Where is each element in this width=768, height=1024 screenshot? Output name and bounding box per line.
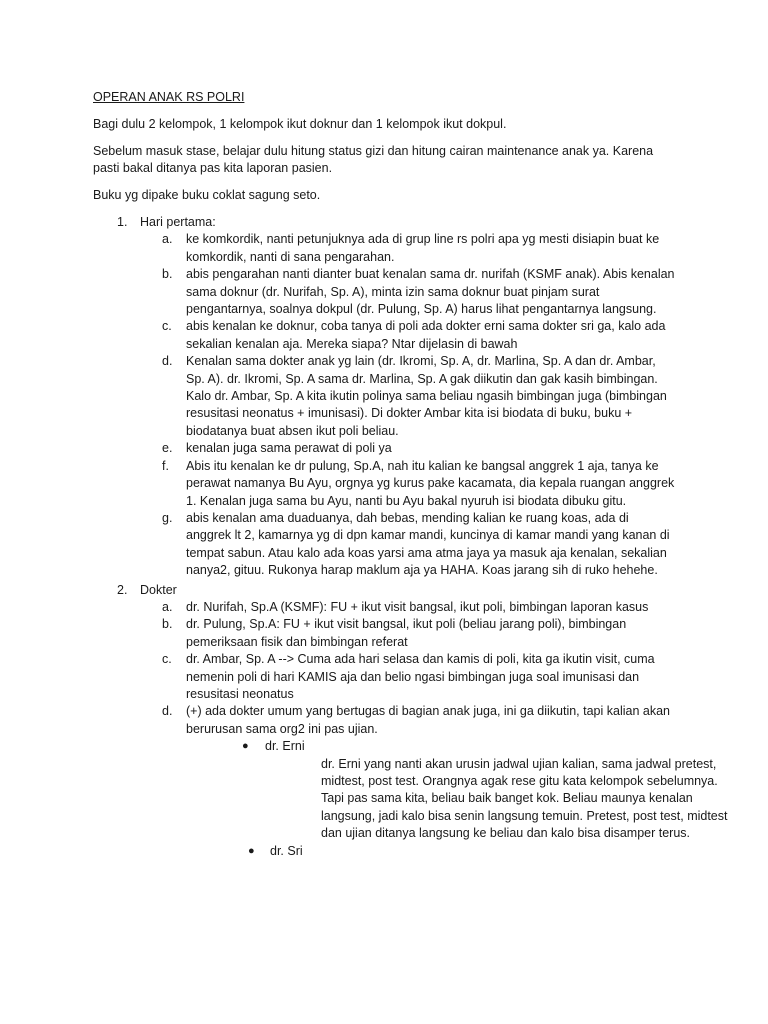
list-item: [140, 353, 676, 440]
bullet-item-dr-erni: [186, 738, 728, 842]
section-number: 1.: [117, 215, 128, 229]
item-text: Abis itu kenalan ke dr pulung, Sp.A, nah itu kalian ke bangsal anggrek 1 aja, tanya ke perawat namanya Bu Ayu, orgnya yg kurus pake kacamata, dia kepala ruangan anggrek 1. Kenalan juga sama bu Ayu, nanti bu Ayu bakal nyuruh isi biodata dibuku gitu.: [186, 458, 675, 508]
item-letter: c.: [162, 652, 172, 667]
list-item: [140, 318, 676, 353]
bullet-icon: ●: [242, 740, 249, 753]
list-item: [140, 651, 676, 703]
intro-paragraph-2: Sebelum masuk stase, belajar dulu hitung status gizi dan hitung cairan maintenance anak ya. Karena pasti bakal ditanya pas kita laporan pasien.: [93, 144, 654, 176]
bullet-icon: ●: [248, 844, 255, 857]
list-item: [140, 703, 728, 860]
item-letter: d.: [162, 704, 173, 719]
item-text: dr. Ambar, Sp. A --> Cuma ada hari selasa dan kamis di poli, kita ga ikutin visit, cuma nemenin poli di hari KAMIS aja dan belio ngasi bimbingan juga soal imunisasi dan resusitasi neonatus: [186, 652, 655, 701]
item-letter: c.: [162, 319, 172, 334]
list-item: [140, 616, 676, 651]
section-list: [0, 214, 768, 860]
list-item: [140, 231, 676, 266]
item-letter: e.: [162, 441, 173, 456]
item-letter: d.: [162, 354, 173, 369]
bullet-description: dr. Erni yang nanti akan urusin jadwal ujian kalian, sama jadwal pretest, midtest, post test. Orangnya agak rese gitu kata kelompok sebelumnya. Tapi pas sama kita, beliau baik banget kok. Beliau maunya kenalan langsung, jadi kalo bisa senin langsung temuin. Pretest, post test, midtest dan ujian ditanya langsung ke beliau dan kalo bisa disamper terus.: [321, 756, 728, 841]
item-text: Kenalan sama dokter anak yg lain (dr. Ikromi, Sp. A, dr. Marlina, Sp. A dan dr. Ambar, Sp. A). dr. Ikromi, Sp. A sama dr. Marlina, Sp. A gak diikutin dan gak kasih bimbingan. Kalo dr. Ambar, Sp. A kita ikutin polinya sama beliau ngasih bimbingan juga (bimbingan resusitasi neonatus + imunisasi). Di dokter Ambar kita isi biodata di buku, buku + biodatanya buat absen ikut poli beliau.: [186, 354, 667, 438]
section-title: Hari pertama:: [140, 215, 216, 229]
item-letter: a.: [162, 599, 173, 614]
item-letter: g.: [162, 510, 173, 525]
intro-paragraph-3: Buku yg dipake buku coklat sagung seto.: [93, 188, 321, 202]
list-item: [140, 510, 676, 580]
bullet-name: dr. Erni: [265, 739, 305, 754]
section-dokter: [0, 582, 768, 861]
section-number: 2.: [117, 582, 128, 597]
item-letter: a.: [162, 232, 173, 247]
bullet-list: [186, 738, 728, 860]
item-letter: f.: [162, 458, 169, 473]
item-letter: b.: [162, 267, 173, 282]
section-title: Dokter: [140, 582, 177, 597]
item-list: [140, 231, 768, 579]
item-text: dr. Nurifah, Sp.A (KSMF): FU + ikut visit bangsal, ikut poli, bimbingan laporan kasus: [186, 599, 649, 614]
item-text: dr. Pulung, Sp.A: FU + ikut visit bangsal, ikut poli (beliau jarang poli), bimbingan pemeriksaan fisik dan bimbingan referat: [186, 617, 627, 649]
item-letter: b.: [162, 617, 173, 632]
item-text: abis kenalan ke doknur, coba tanya di poli ada dokter erni sama dokter sri ga, kalo ada sekalian kenalan aja. Mereka siapa? Ntar dijelasin di bawah: [186, 319, 666, 351]
section-hari-pertama: [0, 214, 768, 580]
list-item: [140, 599, 676, 616]
list-item: [140, 458, 676, 510]
list-item: [140, 266, 676, 318]
item-text: abis kenalan ama duaduanya, dah bebas, mending kalian ke ruang koas, ada di anggrek lt 2, kamarnya yg di dpn kamar mandi, kuncinya di kamar mandi yang kanan di tempat sabun. Atau kalo ada koas yarsi ama atma jaya ya masuk aja kenalan, sekalian nanya2, gituu. Rukonya harap maklum aja ya HAHA. Koas jarang sih di ruko hehehe.: [186, 510, 670, 578]
item-text: abis pengarahan nanti dianter buat kenalan sama dr. nurifah (KSMF anak). Abis kenalan sama doknur (dr. Nurifah, Sp. A), minta izin sama doknur buat pinjam surat pengantarnya, soalnya dokpul (dr. Pulung, Sp. A) harus lihat pengantarnya langsung.: [186, 267, 675, 317]
document-title: OPERAN ANAK RS POLRI: [93, 90, 245, 104]
list-item: [140, 440, 676, 457]
intro-paragraph-1: Bagi dulu 2 kelompok, 1 kelompok ikut doknur dan 1 kelompok ikut dokpul.: [93, 117, 507, 131]
item-list: [140, 599, 768, 860]
bullet-name: dr. Sri: [270, 843, 303, 858]
item-text: ke komkordik, nanti petunjuknya ada di grup line rs polri apa yg mesti disiapin buat ke komkordik, nanti di sana pengarahan.: [186, 232, 660, 264]
item-text: (+) ada dokter umum yang bertugas di bagian anak juga, ini ga diikutin, tapi kalian akan berurusan sama org2 ini pas ujian.: [186, 704, 670, 736]
item-text: kenalan juga sama perawat di poli ya: [186, 441, 392, 456]
bullet-item-dr-sri: [186, 843, 676, 860]
